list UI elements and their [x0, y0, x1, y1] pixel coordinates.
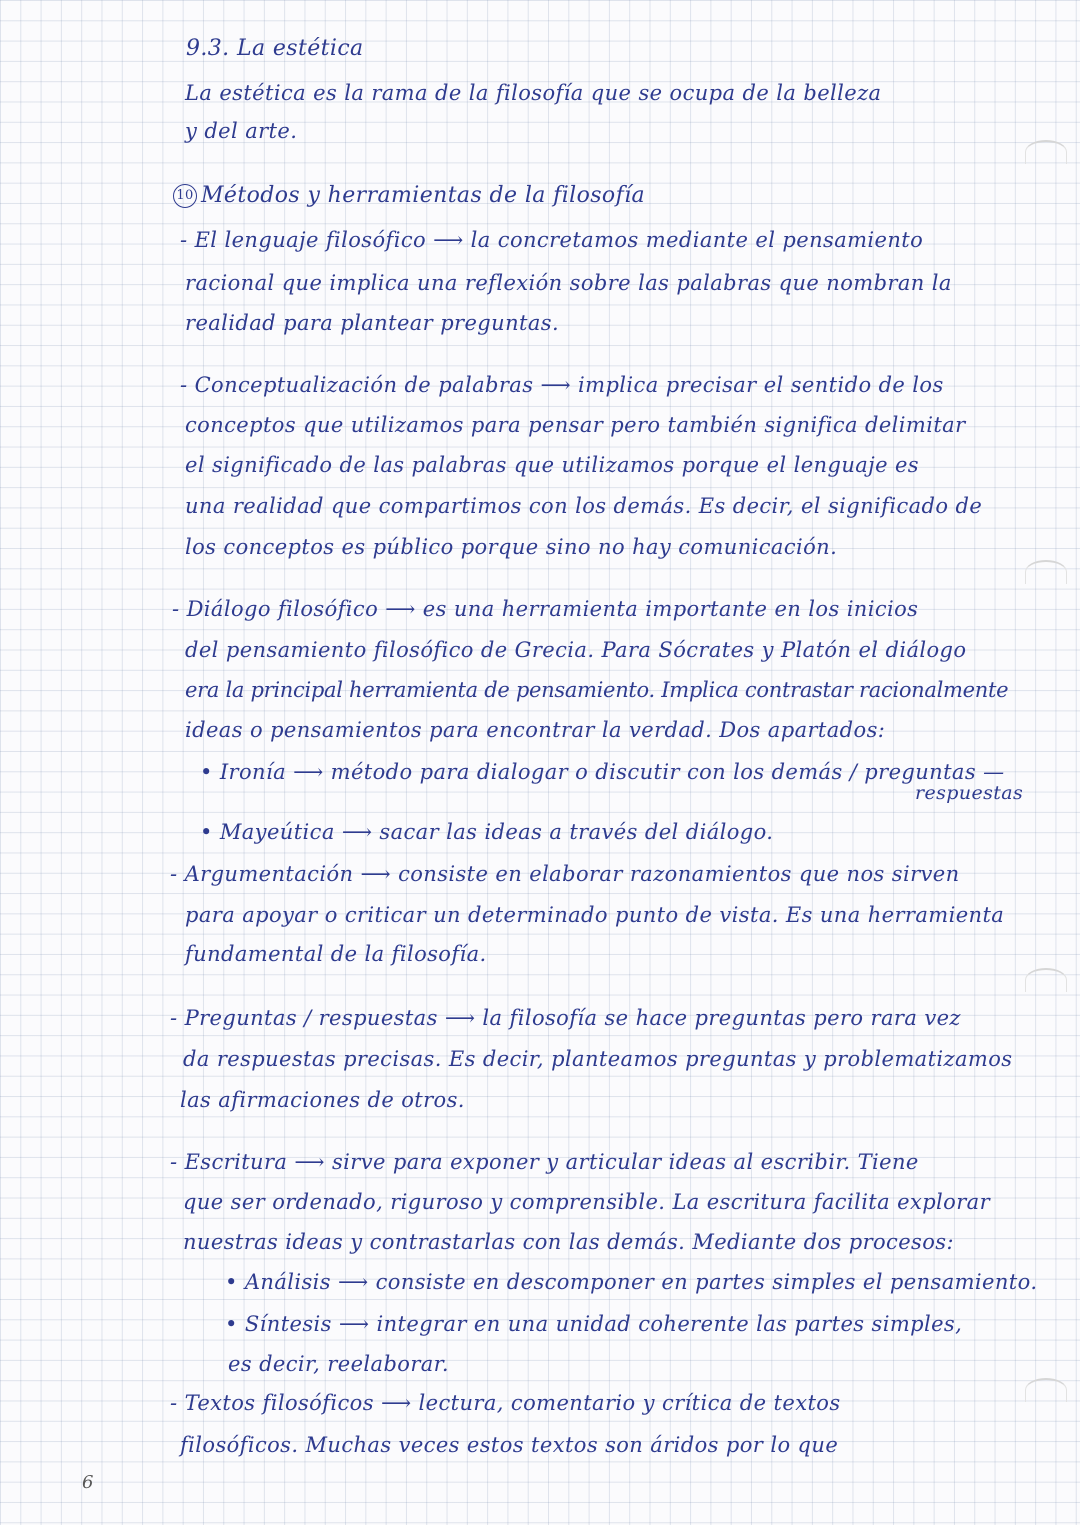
- text-line: - El lenguaje filosófico ⟶ la concretamos mediante el pensamiento: [180, 228, 924, 252]
- text-line: y del arte.: [185, 119, 298, 143]
- text-line: - Argumentación ⟶ consiste en elaborar razonamientos que nos sirven: [170, 862, 960, 886]
- text-line: del pensamiento filosófico de Grecia. Para Sócrates y Platón el diálogo: [185, 638, 967, 662]
- text-line: era la principal herramienta de pensamiento. Implica contrastar racionalmente: [185, 678, 1009, 702]
- text-line: • Síntesis ⟶ integrar en una unidad coherente las partes simples,: [225, 1312, 963, 1336]
- text-line: • Análisis ⟶ consiste en descomponer en partes simples el pensamiento.: [225, 1270, 1038, 1294]
- section-number-badge: 10: [173, 184, 197, 208]
- text-line: - Diálogo filosófico ⟶ es una herramienta importante en los inicios: [172, 597, 919, 621]
- section-heading: 9.3. La estética: [186, 36, 364, 61]
- text-line: - Textos filosóficos ⟶ lectura, comentario y crítica de textos: [170, 1391, 841, 1415]
- text-line: una realidad que compartimos con los demás. Es decir, el significado de: [185, 494, 983, 518]
- text-line: da respuestas precisas. Es decir, planteamos preguntas y problematizamos: [183, 1047, 1013, 1071]
- text-line: filosóficos. Muchas veces estos textos son áridos por lo que: [180, 1433, 839, 1457]
- text-line: el significado de las palabras que utilizamos porque el lenguaje es: [185, 453, 919, 477]
- text-line: • Mayeútica ⟶ sacar las ideas a través del diálogo.: [200, 820, 774, 844]
- binder-hole: [1025, 560, 1067, 584]
- text-line: las afirmaciones de otros.: [180, 1088, 465, 1112]
- text-line: - Conceptualización de palabras ⟶ implica precisar el sentido de los: [180, 373, 944, 397]
- binder-hole: [1025, 140, 1067, 164]
- text-line: para apoyar o criticar un determinado punto de vista. Es una herramienta: [185, 903, 1005, 927]
- text-line: nuestras ideas y contrastarlas con las demás. Mediante dos procesos:: [183, 1230, 954, 1254]
- text-line: los conceptos es público porque sino no hay comunicación.: [185, 535, 838, 559]
- text-line: es decir, reelaborar.: [228, 1352, 449, 1376]
- text-line: realidad para plantear preguntas.: [185, 311, 560, 335]
- text-line: fundamental de la filosofía.: [185, 942, 487, 966]
- binder-hole: [1025, 1378, 1067, 1402]
- text-line: La estética es la rama de la filosofía que se ocupa de la belleza: [185, 81, 882, 105]
- section-10-heading: [173, 184, 645, 208]
- binder-hole: [1025, 968, 1067, 992]
- text-line: que ser ordenado, riguroso y comprensible. La escritura facilita explorar: [183, 1190, 991, 1214]
- text-line: - Preguntas / respuestas ⟶ la filosofía se hace preguntas pero rara vez: [170, 1006, 961, 1030]
- section-title: Métodos y herramientas de la filosofía: [201, 183, 646, 208]
- page-number: 6: [82, 1472, 94, 1493]
- text-line: - Escritura ⟶ sirve para exponer y articular ideas al escribir. Tiene: [170, 1150, 919, 1174]
- text-line: ideas o pensamientos para encontrar la verdad. Dos apartados:: [185, 718, 886, 742]
- text-line: racional que implica una reflexión sobre las palabras que nombran la: [185, 271, 952, 295]
- text-line: conceptos que utilizamos para pensar pero también significa delimitar: [185, 413, 966, 437]
- text-line: • Ironía ⟶ método para dialogar o discutir con los demás / preguntas —: [200, 760, 1005, 784]
- text-line: respuestas: [915, 782, 1024, 804]
